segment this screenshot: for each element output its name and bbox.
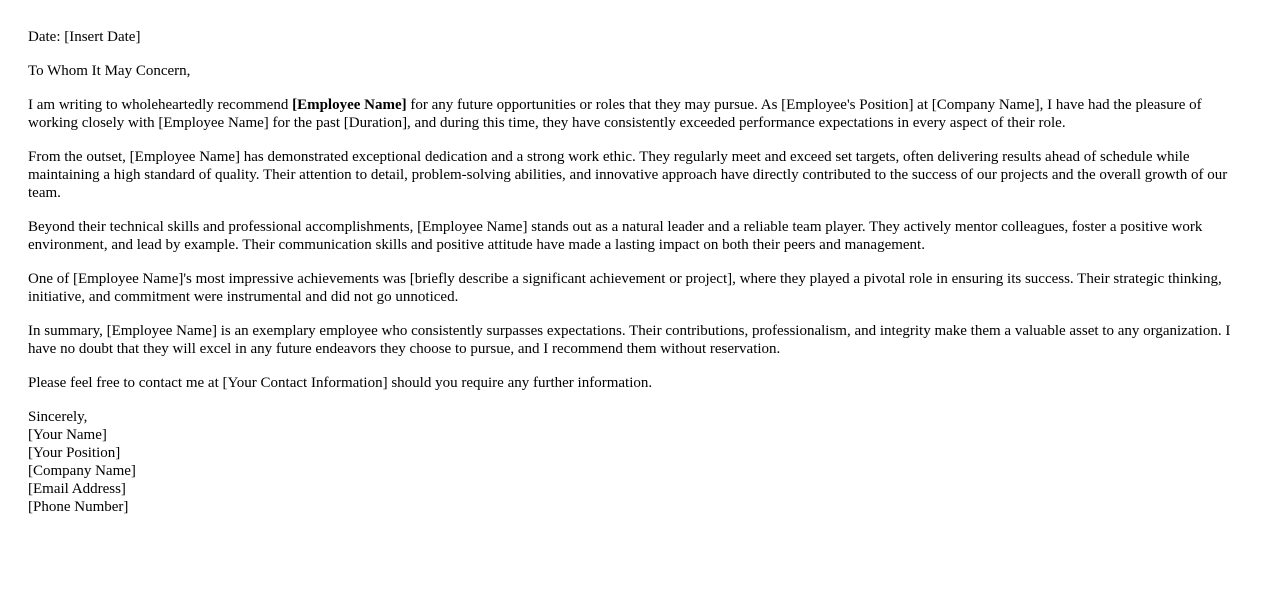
- paragraph-summary: In summary, [Employee Name] is an exemplary employee who consistently surpasses expectations. Their contributions, professionalism, and integrity make them a valuable asset to any organization. I have no doubt that they will excel in any future endeavors they choose to pursue, and I recommend them without reservation.: [28, 323, 1231, 357]
- salutation: To Whom It May Concern,: [28, 63, 191, 79]
- letter-body: [28, 28, 1250, 516]
- closing: Sincerely,: [28, 409, 88, 425]
- employee-name-bold: [Employee Name]: [292, 97, 407, 113]
- paragraph-achievement: One of [Employee Name]'s most impressive achievements was [briefly describe a significant achievement or project], where they played a pivotal role in ensuring its success. Their strategic thinking, initiative, and commitment were instrumental and did not go unnoticed.: [28, 271, 1222, 305]
- intro-text-after: for any future opportunities or roles that they may pursue. As [Employee's Position] at [Company Name], I have had the pleasure of working closely with [Employee Name] for the past [Duration], and during this time, they have consistently exceeded performance expectations in every aspect of their role.: [28, 97, 1202, 131]
- signer-position: [Your Position]: [28, 445, 121, 461]
- signer-company: [Company Name]: [28, 463, 136, 479]
- date-line: Date: [Insert Date]: [28, 29, 141, 45]
- signer-name: [Your Name]: [28, 427, 107, 443]
- paragraph-leadership: Beyond their technical skills and professional accomplishments, [Employee Name] stands out as a natural leader and a reliable team player. They actively mentor colleagues, foster a positive work environment, and lead by example. Their communication skills and positive attitude have made a lasting impact on both their peers and management.: [28, 219, 1203, 253]
- signer-email: [Email Address]: [28, 481, 126, 497]
- paragraph-intro: [28, 96, 1250, 132]
- paragraph-dedication: From the outset, [Employee Name] has demonstrated exceptional dedication and a strong work ethic. They regularly meet and exceed set targets, often delivering results ahead of schedule while maintaining a high standard of quality. Their attention to detail, problem-solving abilities, and innovative approach have directly contributed to the success of our projects and the overall growth of our team.: [28, 149, 1228, 201]
- paragraph-contact: Please feel free to contact me at [Your Contact Information] should you require any further information.: [28, 375, 653, 391]
- signer-phone: [Phone Number]: [28, 499, 129, 515]
- signature-block: [28, 408, 1250, 516]
- intro-text-before: I am writing to wholeheartedly recommend: [28, 97, 293, 113]
